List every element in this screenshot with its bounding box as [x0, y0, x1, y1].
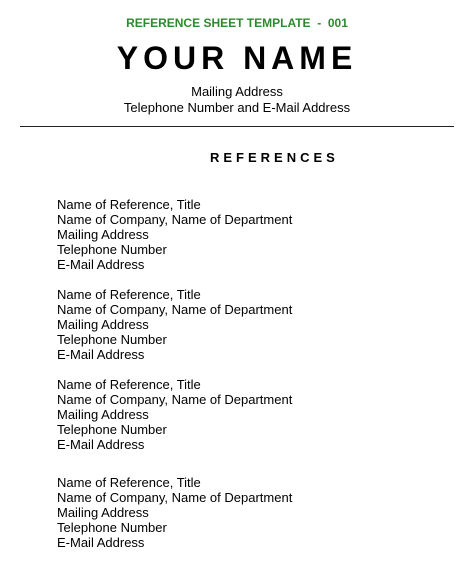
reference-telephone: Telephone Number	[57, 422, 167, 437]
reference-telephone: Telephone Number	[57, 242, 167, 257]
reference-entry-1	[57, 197, 292, 272]
reference-mailing-address: Mailing Address	[57, 505, 149, 520]
reference-mailing-address: Mailing Address	[57, 407, 149, 422]
reference-entry-4	[57, 475, 292, 550]
reference-name-title: Name of Reference, Title	[57, 197, 201, 212]
reference-mailing-address: Mailing Address	[57, 317, 149, 332]
reference-email: E-Mail Address	[57, 535, 145, 550]
reference-company-department: Name of Company, Name of Department	[57, 212, 293, 227]
applicant-phone-email: Telephone Number and E-Mail Address	[123, 100, 351, 115]
applicant-mailing-address: Mailing Address	[191, 84, 283, 99]
reference-telephone: Telephone Number	[57, 332, 167, 347]
reference-entry-3	[57, 377, 292, 452]
reference-company-department: Name of Company, Name of Department	[57, 392, 293, 407]
reference-name-title: Name of Reference, Title	[57, 377, 201, 392]
reference-name-title: Name of Reference, Title	[57, 287, 201, 302]
reference-company-department: Name of Company, Name of Department	[57, 490, 293, 505]
template-label: REFERENCE SHEET TEMPLATE - 001	[126, 16, 348, 30]
reference-company-department: Name of Company, Name of Department	[57, 302, 293, 317]
reference-name-title: Name of Reference, Title	[57, 475, 201, 490]
applicant-name: YOUR NAME	[116, 40, 358, 76]
reference-telephone: Telephone Number	[57, 520, 167, 535]
references-heading: REFERENCES	[210, 150, 339, 165]
reference-email: E-Mail Address	[57, 347, 145, 362]
reference-email: E-Mail Address	[57, 437, 145, 452]
reference-email: E-Mail Address	[57, 257, 145, 272]
reference-mailing-address: Mailing Address	[57, 227, 149, 242]
reference-entry-2	[57, 287, 292, 362]
header-divider	[20, 126, 454, 127]
